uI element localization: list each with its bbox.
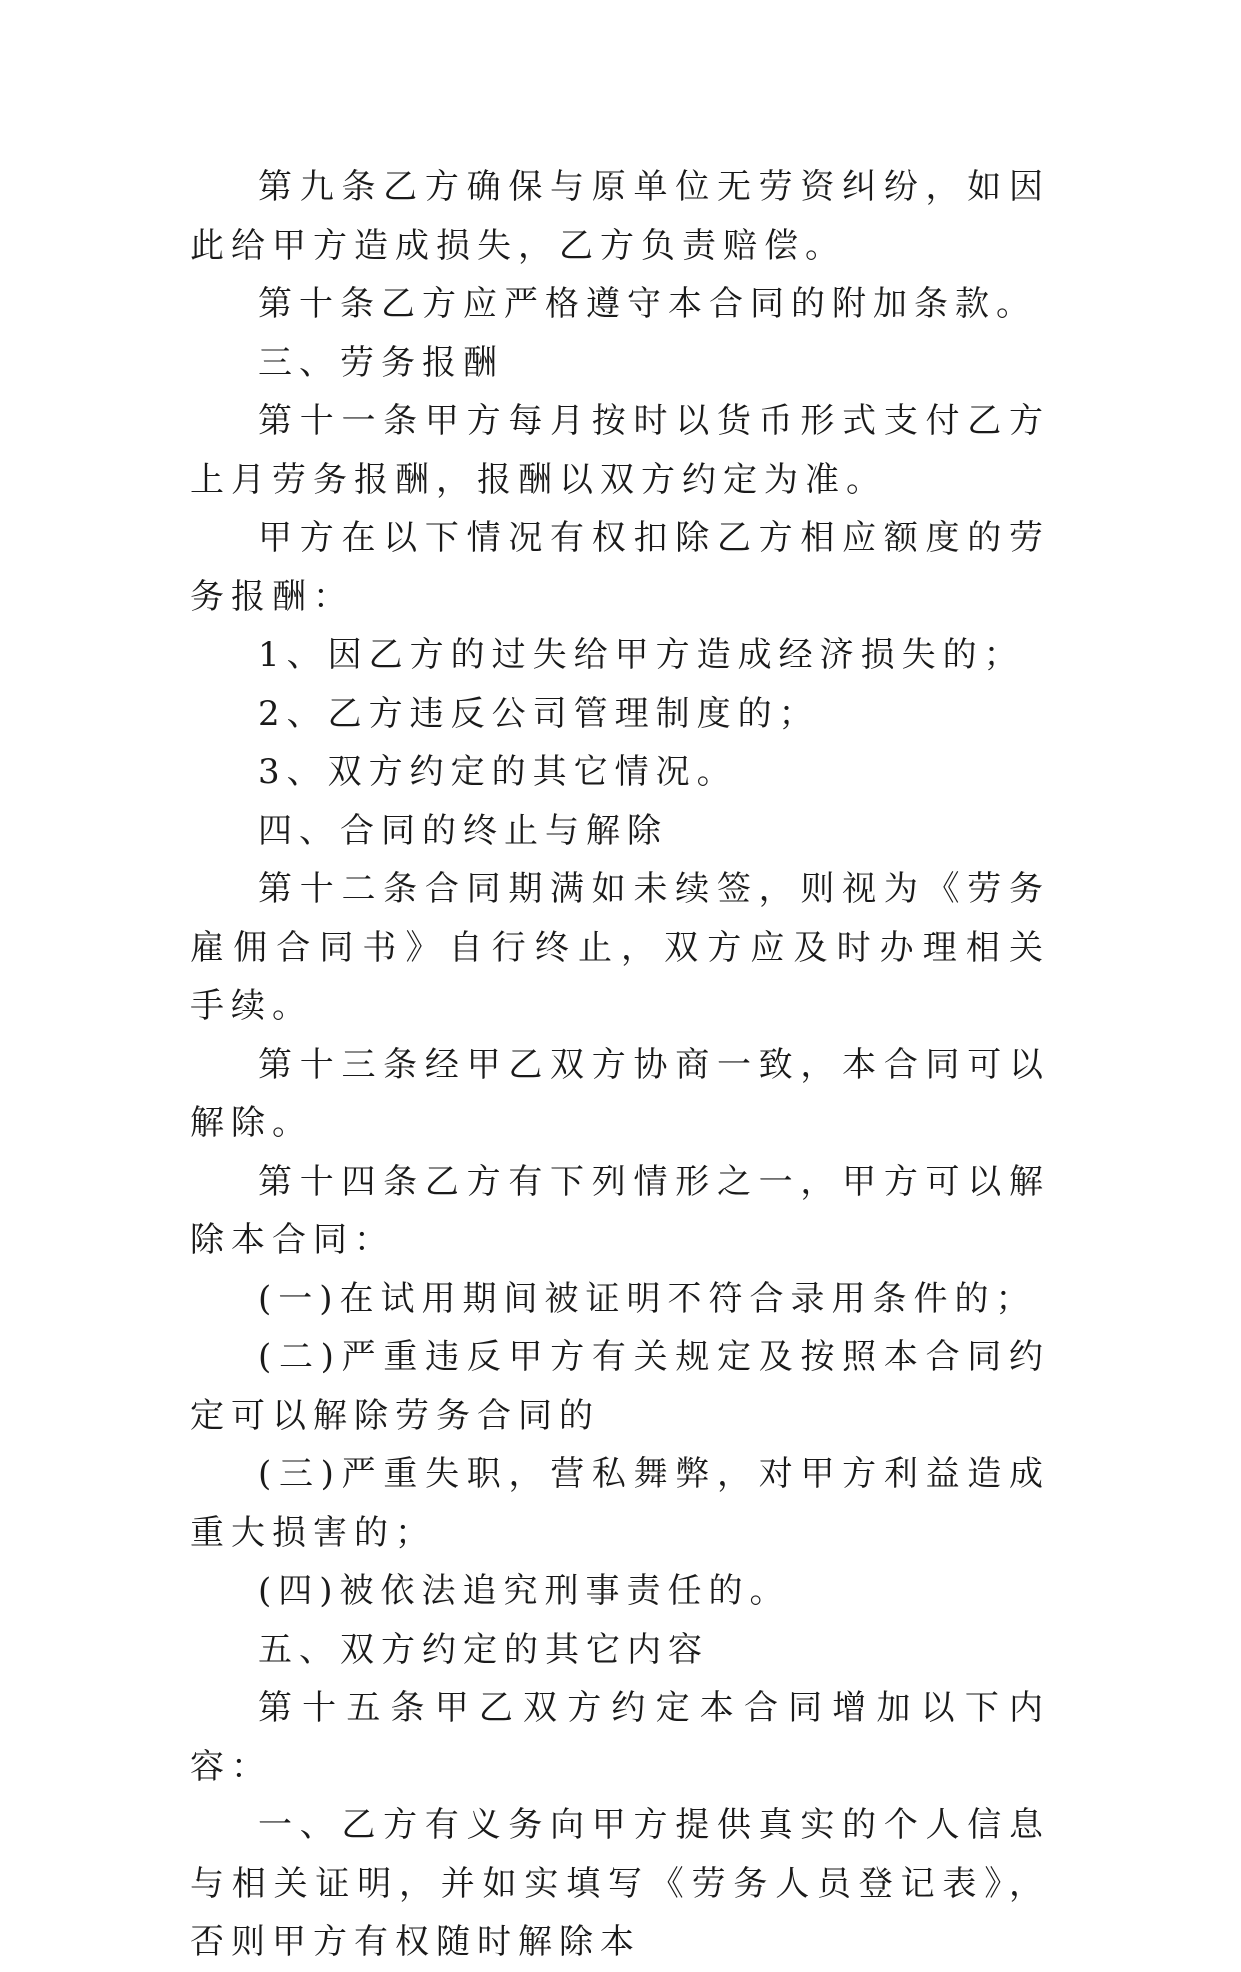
list-item-termination-2: (二)严重违反甲方有关规定及按照本合同约定可以解除劳务合同的 xyxy=(190,1337,1050,1436)
paragraph-article-9: 第九条乙方确保与原单位无劳资纠纷，如因此给甲方造成损失，乙方负责赔偿。 xyxy=(190,167,1050,266)
list-item-termination-4: (四)被依法追究刑事责任的。 xyxy=(258,1571,791,1611)
section-heading-remuneration: 三、劳务报酬 xyxy=(258,342,504,383)
paragraph-article-14: 第十四条乙方有下列情形之一，甲方可以解除本合同： xyxy=(190,1161,1050,1260)
list-item-deduction-3: 3、双方约定的其它情况。 xyxy=(258,752,738,792)
paragraph-article-10: 第十条乙方应严格遵守本合同的附加条款。 xyxy=(258,284,1037,324)
document-body xyxy=(190,158,1050,1972)
paragraph-deduction-intro: 甲方在以下情况有权扣除乙方相应额度的劳务报酬： xyxy=(190,518,1050,617)
paragraph-article-11: 第十一条甲方每月按时以货币形式支付乙方上月劳务报酬，报酬以双方约定为准。 xyxy=(190,401,1050,500)
list-item-termination-3: (三)严重失职，营私舞弊，对甲方利益造成重大损害的； xyxy=(190,1454,1050,1553)
list-item-termination-1: (一)在试用期间被证明不符合录用条件的； xyxy=(258,1278,1037,1319)
section-heading-other-content: 五、双方约定的其它内容 xyxy=(258,1629,709,1670)
paragraph-article-13: 第十三条经甲乙双方协商一致，本合同可以解除。 xyxy=(190,1044,1050,1143)
list-item-deduction-1: 1、因乙方的过失给甲方造成经济损失的； xyxy=(258,635,1025,675)
paragraph-article-15: 第十五条甲乙双方约定本合同增加以下内容： xyxy=(190,1688,1050,1787)
paragraph-obligation-1: 一、乙方有义务向甲方提供真实的个人信息与相关证明，并如实填写《劳务人员登记表》，否则甲方有权随时解除本 xyxy=(190,1805,1050,1962)
list-item-deduction-2: 2、乙方违反公司管理制度的； xyxy=(258,693,820,734)
section-heading-termination: 四、合同的终止与解除 xyxy=(258,810,668,851)
paragraph-article-12: 第十二条合同期满如未续签，则视为《劳务雇佣合同书》自行终止，双方应及时办理相关手续。 xyxy=(190,869,1050,1026)
